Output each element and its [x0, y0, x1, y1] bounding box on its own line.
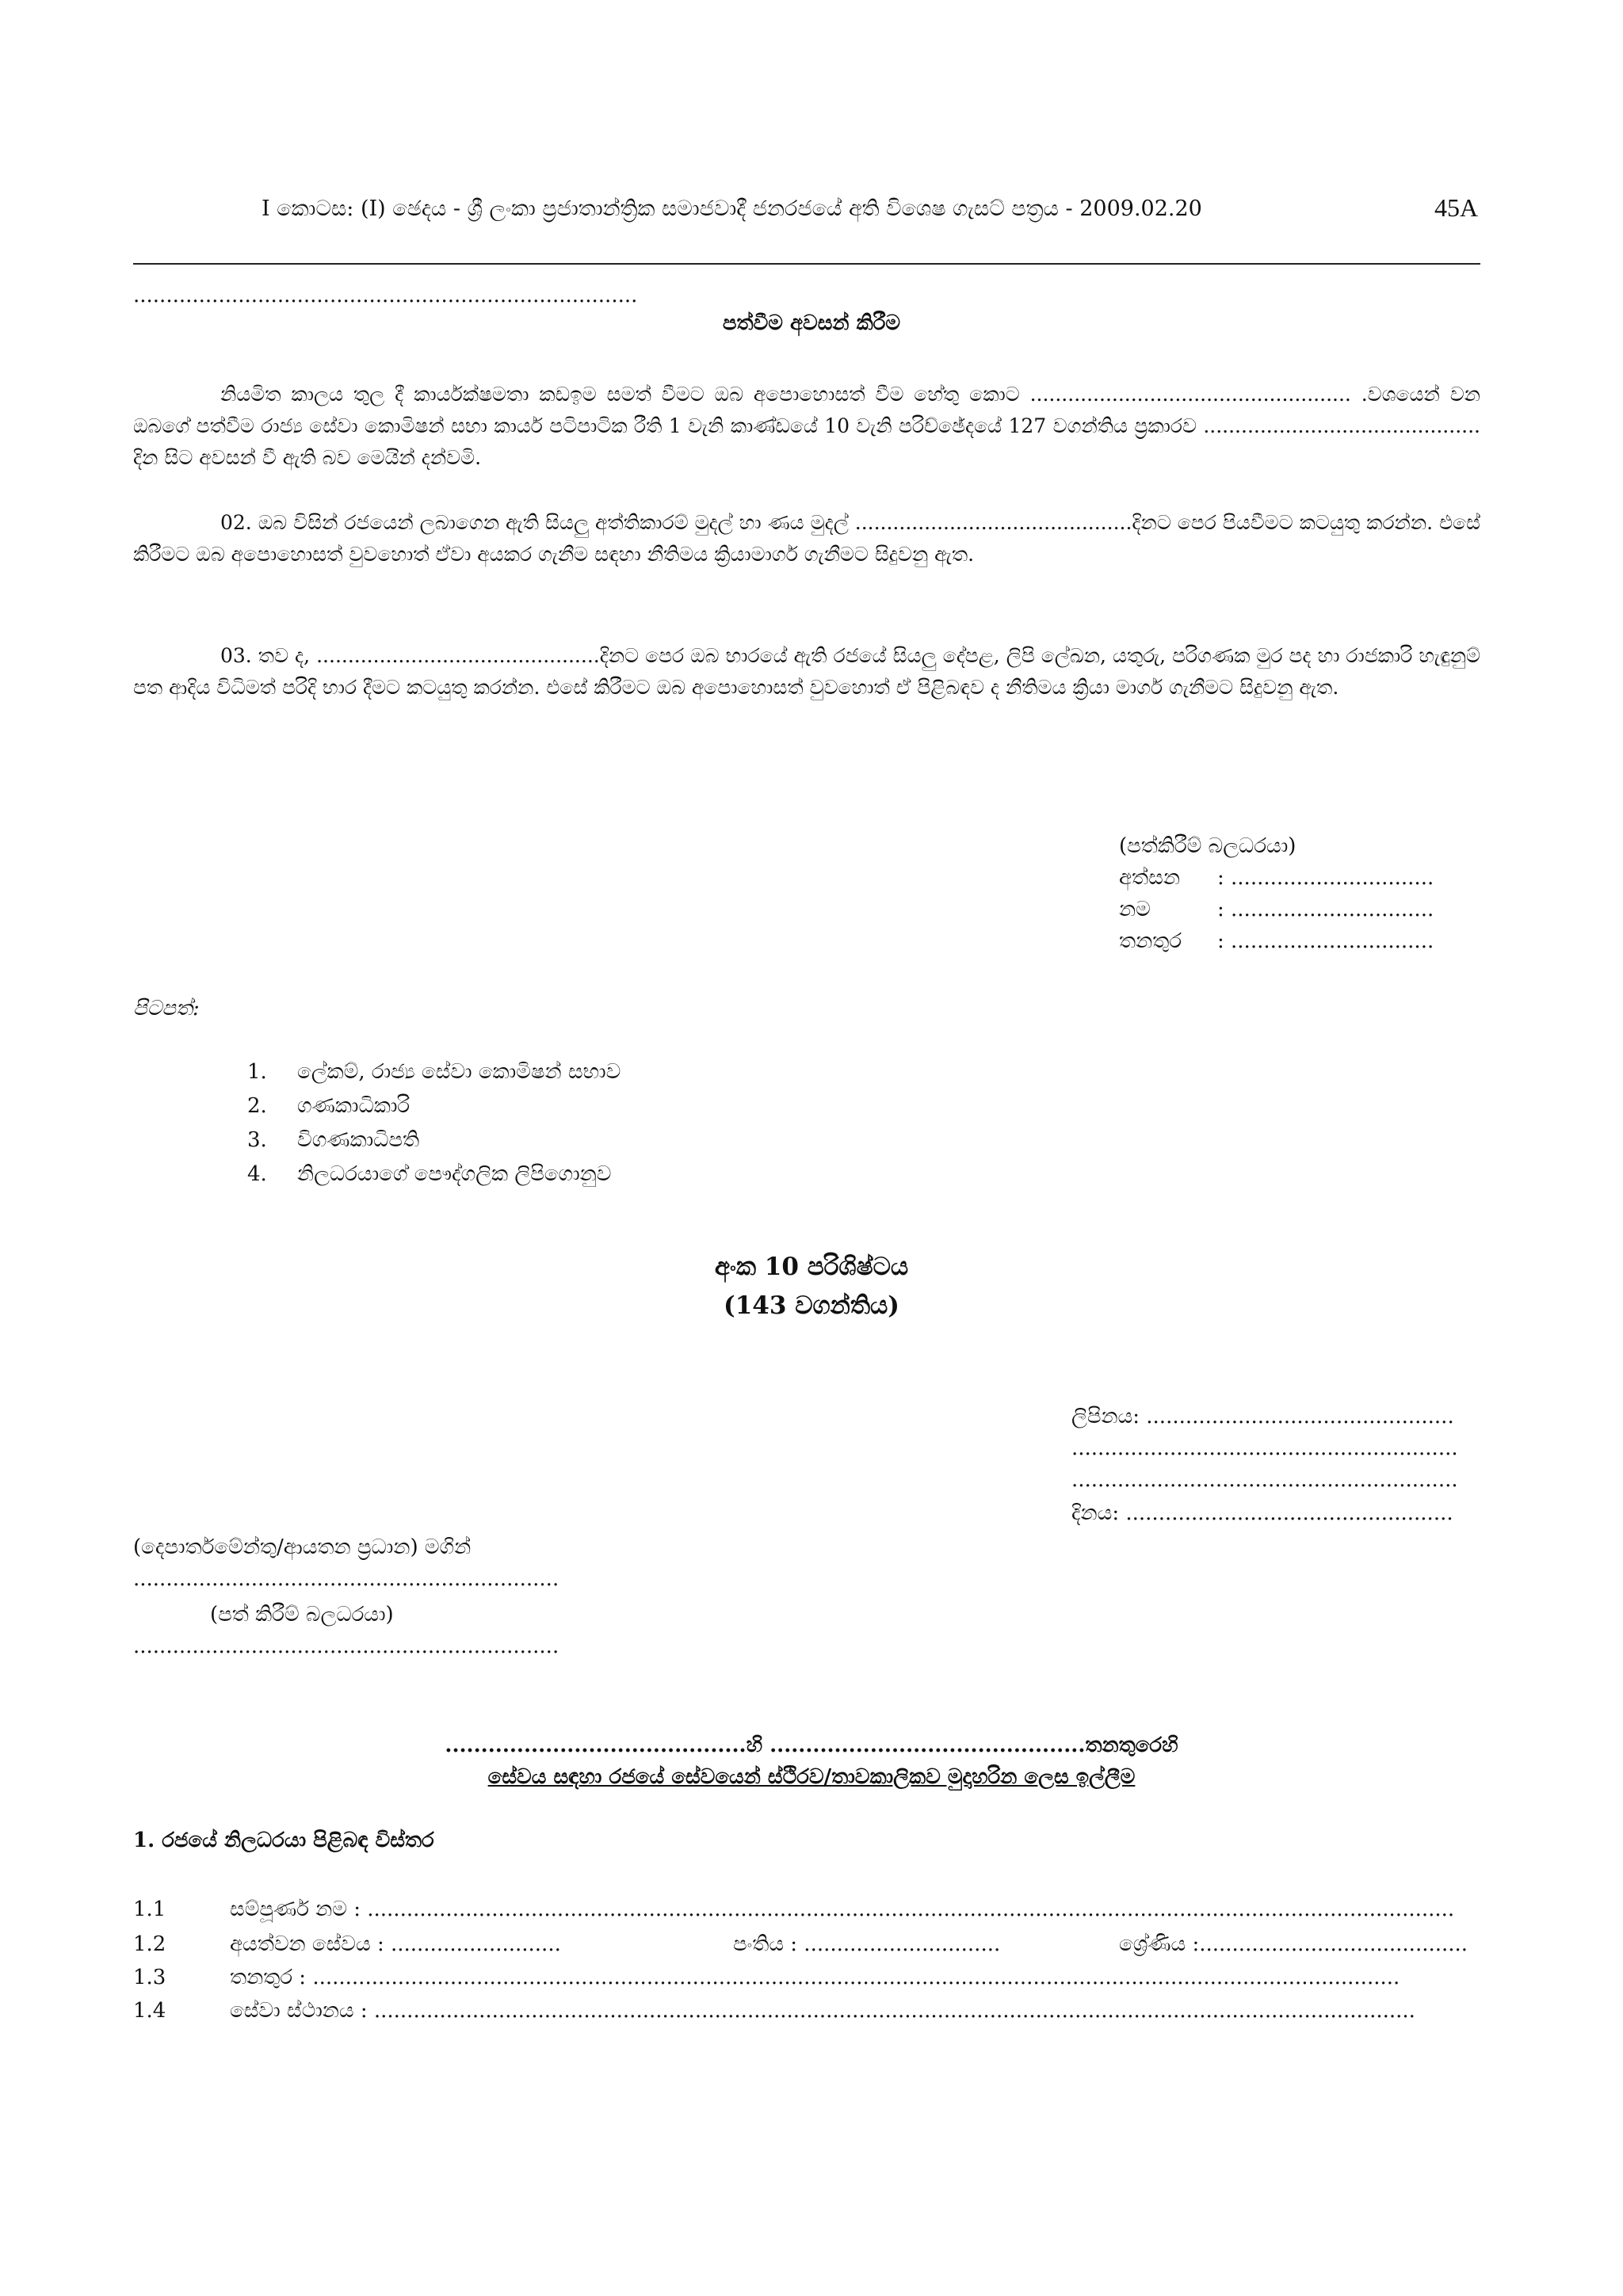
request-title: සේවය සඳහා රජයේ සේවයෙන් ස්ථිරව/තාවකාලිකව මුදාහරින ලෙස ඉල්ලීම [487, 1765, 1136, 1789]
paragraph-1-text: නියමිත කාලය තුල දී කාර්යක්ෂමතා කඩඉම සමත් වීමට ඔබ අපොහොසත් වීම හේතු කොට ................................................... .වශයෙන් වන ඔබගේ පත්වීම රාජ්‍ය සේවා කොමිෂන් සභා කාර්ය පටිපාටික රීති 1 වැනි කාණ්ඩයේ 10 වැනි පරිච්ඡේදයේ 127 වගන්තිය ප්‍රකාරව ............................................ දින සිට අවසන් වී ඇති බව මෙයින් දන්වමි. [133, 383, 1480, 469]
appendix-subtitle: (143 වගන්තිය) [724, 1291, 899, 1320]
signature-value-name: : ............................... [1217, 898, 1434, 921]
paragraph-3 [133, 640, 1480, 704]
department-head-line: (දෙපාර්තමේන්තු/ආයතන ප්‍රධාන) මගින් [133, 1535, 472, 1559]
workplace-field: සේවා ස්ථානය : ............................................................................................................................................................... [230, 1999, 1415, 2023]
copies-heading: පිටපත්: [133, 997, 200, 1020]
address-line-3: ........................................................... [1071, 1468, 1458, 1492]
address-line-2: ........................................................... [1071, 1436, 1458, 1460]
copies-item-4-text: නිලධරයාගේ පෞද්ගලික ලිපිගොනුව [297, 1162, 612, 1186]
row-1-4-num: 1.4 [133, 1999, 166, 2023]
copies-item-2-num: 2. [247, 1094, 267, 1118]
signature-label-name: නම [1119, 898, 1151, 921]
service-field: අයත්වන සේවය : .......................... [230, 1932, 561, 1956]
address-line-1: ලිපිනය: ............................................... [1071, 1405, 1454, 1428]
copies-item-2-text: ගණකාධිකාරි [297, 1094, 411, 1118]
running-header-title: I කොටස: (I) ඡෙදය - ශ්‍රී ලංකා ප්‍රජාතාන්ත්‍රික සමාජවාදී ජනරජයේ අති විශෙෂ ගැසට් පත්‍රය - 2009.02.20 [262, 196, 1202, 221]
signature-value-signature: : ............................... [1217, 866, 1434, 890]
signature-label-signature: අත්සන [1119, 866, 1180, 890]
row-1-3-num: 1.3 [133, 1966, 166, 1989]
grade-field: ශ්‍රේණිය :......................................... [1119, 1932, 1468, 1956]
row-1-2-num: 1.2 [133, 1932, 166, 1956]
officer-details-heading: 1. රජයේ නිලධරයා පිළිබඳ විස්තර [133, 1829, 434, 1852]
signature-caption: (පත්කිරීම් බලධරයා) [1119, 834, 1296, 858]
page-number: 45A [1434, 193, 1479, 222]
full-name-field: සම්පූර්ණ නම : ...................................................................................................................................................................... [230, 1897, 1455, 1921]
header-rule [133, 263, 1480, 265]
signature-label-designation: තනතුර [1119, 929, 1182, 953]
row-1-1-num: 1.1 [133, 1897, 166, 1921]
top-dotted-line: ............................................................................. [133, 284, 638, 307]
copies-item-4-num: 4. [247, 1162, 267, 1186]
copies-item-1-num: 1. [247, 1060, 267, 1084]
signature-value-designation: : ............................... [1217, 929, 1434, 953]
designation-field: තනතුර : ...................................................................................................................................................................... [230, 1966, 1400, 1989]
termination-title: පත්වීම අවසන් කිරීම [722, 311, 901, 335]
appendix-title: අංක 10 පරිශිෂ්ටය [714, 1253, 909, 1281]
copies-item-3-text: විගණකාධිපති [297, 1128, 420, 1152]
copies-item-1-text: ලේකම්, රාජ්‍ය සේවා කොමිෂන් සභාව [297, 1060, 621, 1084]
appointing-authority-dots: ................................................................. [133, 1634, 559, 1658]
paragraph-3-text: 03. තව ද, .............................................දිනට පෙර ඔබ භාරයේ ඇති රජයේ සියලු දේපළ, ලිපි ලේඛන, යතුරු, පරිගණක මුර පද හා රාජකාරි හැඳුනුම් පත ආදිය විධිමත් පරිදි භාර දීමට කටයුතු කරන්න. එසේ කිරීමට ඔබ අපොහොසත් වුවහොත් ඒ පිළිබඳව ද නීතිමය ක්‍රියා මාර්ග ගැනීමට සිදුවනු ඇත. [133, 644, 1480, 699]
class-field: පංතිය : .............................. [733, 1932, 1001, 1956]
date-line: දිනය: .................................................. [1071, 1501, 1453, 1525]
paragraph-2-text: 02. ඔබ විසින් රජයෙන් ලබාගෙන ඇති සියලු අත්තිකාරම් මුදල් හා ණය මුදල් ............................................දිනට පෙර පියවීමට කටයුතු කරන්න. එසේ කිරීමට ඔබ අපොහොසත් වුවහොත් ඒවා අයකර ගැනීම සඳහා නීතිමය ක්‍රියාමාර්ග ගැනීමට සිදුවනු ඇත. [133, 511, 1480, 566]
copies-item-3-num: 3. [247, 1128, 267, 1152]
appointing-authority-line: (පත් කිරීම් බලධරයා) [210, 1603, 394, 1627]
paragraph-2 [133, 507, 1480, 570]
department-head-dots: ................................................................. [133, 1567, 559, 1591]
request-post-line: ..........................................හි ............................................තනතුරෙහි [445, 1733, 1178, 1757]
paragraph-1 [133, 379, 1480, 474]
